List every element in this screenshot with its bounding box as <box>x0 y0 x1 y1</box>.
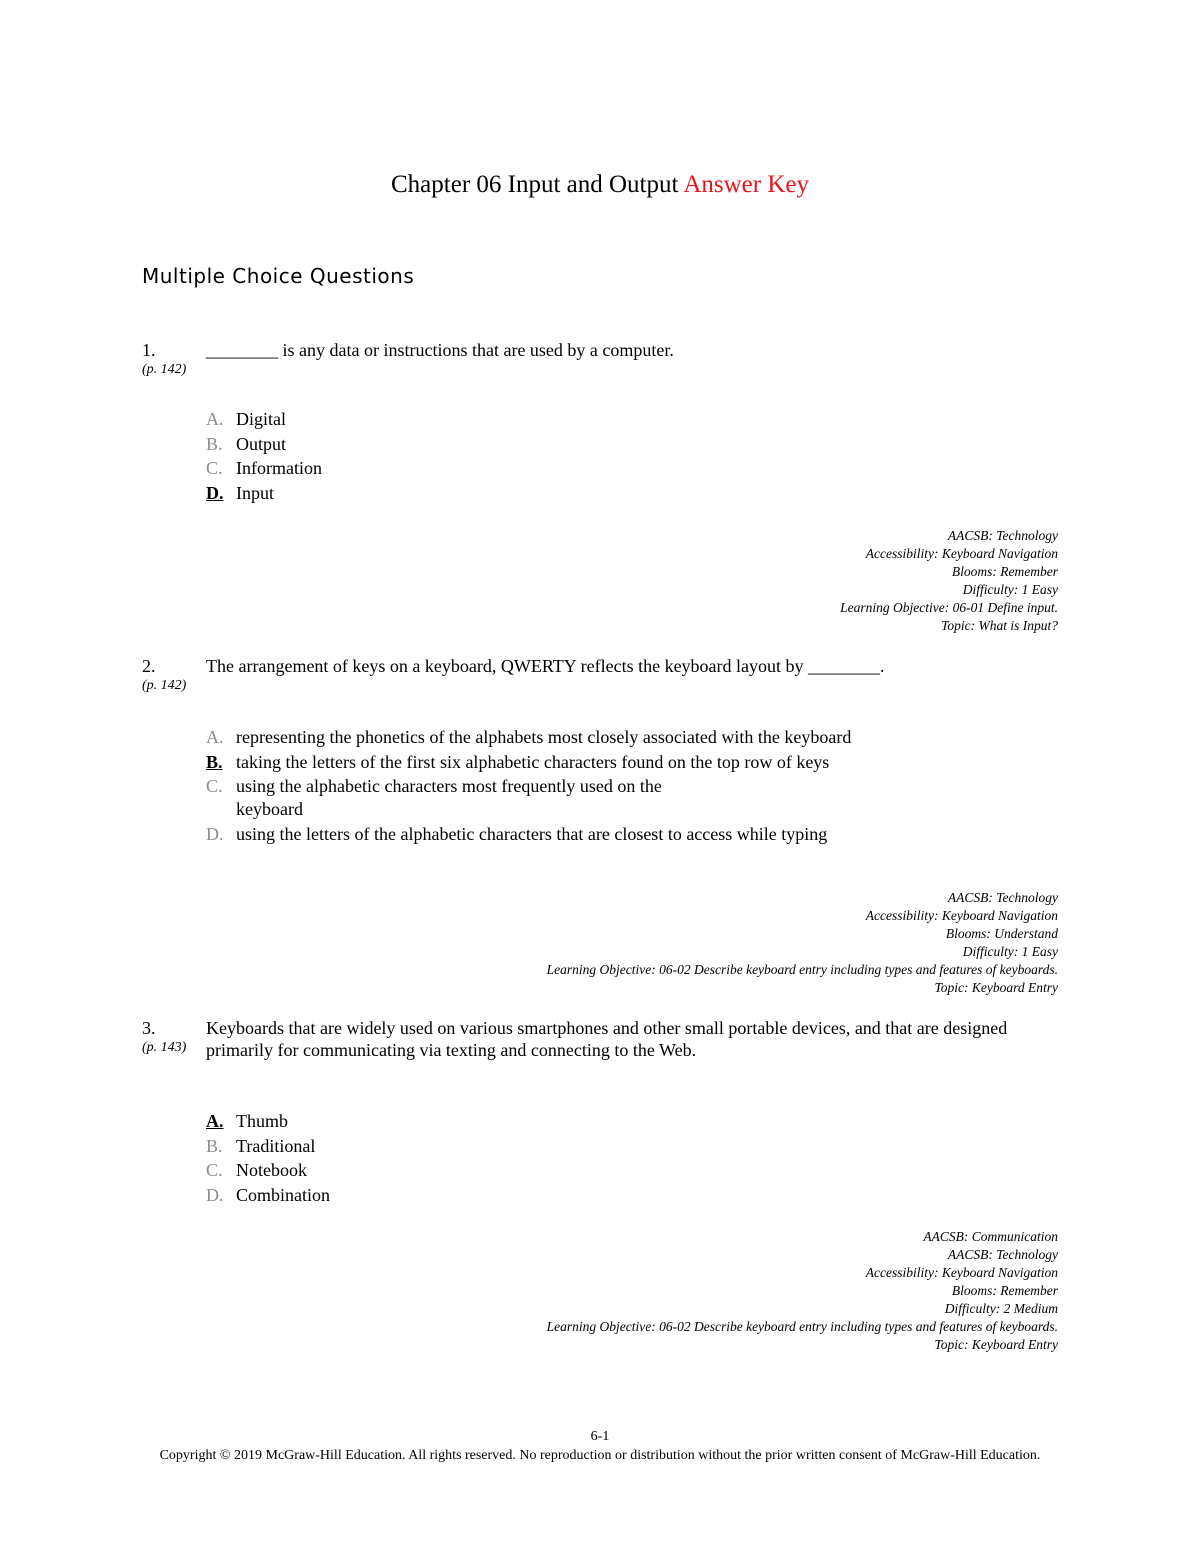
option-letter: C. <box>206 458 223 478</box>
meta-line: Accessibility: Keyboard Navigation <box>865 908 1058 923</box>
option-letter: B. <box>206 1135 223 1156</box>
option-b-correct <box>206 751 926 774</box>
answer-options <box>206 408 946 506</box>
option-letter: D. <box>206 823 224 844</box>
question-stem: ________ is any data or instructions that are used by a computer. <box>206 340 674 360</box>
option-c <box>206 457 946 480</box>
answer-options <box>206 726 926 847</box>
meta-line: Blooms: Remember <box>951 564 1058 579</box>
meta-line: Topic: Keyboard Entry <box>934 980 1058 995</box>
option-text: Traditional <box>236 1135 316 1156</box>
copyright-notice: Copyright © 2019 McGraw-Hill Education. All rights reserved. No reproduction or distribution without the prior written consent of McGraw-Hill Education. <box>159 1448 1041 1463</box>
question-metadata <box>298 527 1058 635</box>
option-letter: C. <box>206 1160 223 1180</box>
meta-line: Blooms: Remember <box>951 1283 1058 1298</box>
option-d <box>206 823 836 846</box>
option-letter: D. <box>206 1184 224 1205</box>
meta-line: Difficulty: 2 Medium <box>944 1301 1058 1316</box>
meta-line: AACSB: Technology <box>947 890 1058 905</box>
page-reference: (p. 143) <box>142 1040 187 1055</box>
option-a <box>206 408 946 431</box>
option-text: Thumb <box>236 1111 288 1131</box>
option-d <box>206 1184 946 1207</box>
option-text: Input <box>236 482 274 503</box>
option-text: using the letters of the alphabetic characters that are closest to access while typing <box>236 823 828 844</box>
option-letter: A. <box>206 409 224 429</box>
meta-line: AACSB: Technology <box>947 528 1058 543</box>
meta-line: Topic: Keyboard Entry <box>934 1337 1058 1352</box>
page-reference: (p. 142) <box>142 678 187 693</box>
title-main: Chapter 06 Input and Output <box>391 171 679 198</box>
meta-line: Topic: What is Input? <box>941 618 1058 633</box>
meta-line: Learning Objective: 06-02 Describe keyboard entry including types and features of keyboards. <box>546 1319 1058 1334</box>
meta-line: Difficulty: 1 Easy <box>962 582 1058 597</box>
meta-line: Accessibility: Keyboard Navigation <box>865 546 1058 561</box>
option-d-correct <box>206 482 946 505</box>
option-text: using the alphabetic characters most frequently used on the keyboard <box>236 776 662 819</box>
answer-options <box>206 1110 946 1208</box>
meta-line: Difficulty: 1 Easy <box>962 944 1058 959</box>
option-text: Notebook <box>236 1160 307 1180</box>
option-letter: A. <box>206 1111 224 1131</box>
question-number: 3. <box>142 1018 156 1038</box>
meta-line: Accessibility: Keyboard Navigation <box>865 1265 1058 1280</box>
document-title <box>0 168 1200 202</box>
option-b <box>206 1135 946 1158</box>
page-reference: (p. 142) <box>142 362 187 377</box>
question-stem: Keyboards that are widely used on various smartphones and other small portable devices, and that are designed primarily for communicating via texting and connecting to the Web. <box>206 1018 1008 1060</box>
option-a <box>206 726 926 749</box>
option-text: taking the letters of the first six alphabetic characters found on the top row of keys <box>236 751 830 772</box>
option-letter: D. <box>206 482 224 503</box>
option-text: Combination <box>236 1184 330 1205</box>
section-heading: Multiple Choice Questions <box>142 264 415 288</box>
meta-line: AACSB: Communication <box>923 1229 1058 1244</box>
question-metadata <box>298 1228 1058 1354</box>
option-text: Digital <box>236 409 286 429</box>
option-letter: C. <box>206 776 223 796</box>
page-number: 6-1 <box>590 1429 610 1444</box>
meta-line: Blooms: Understand <box>945 926 1058 941</box>
option-c <box>206 1159 946 1182</box>
meta-line: Learning Objective: 06-02 Describe keyboard entry including types and features of keyboards. <box>546 962 1058 977</box>
option-letter: A. <box>206 727 224 747</box>
title-answer-key: Answer Key <box>683 171 809 198</box>
option-c <box>206 775 706 821</box>
question-number: 1. <box>142 340 156 360</box>
question-metadata <box>298 889 1058 997</box>
option-text: Information <box>236 458 322 478</box>
question-number: 2. <box>142 656 156 676</box>
option-text: representing the phonetics of the alphabets most closely associated with the keyboard <box>236 727 852 747</box>
option-b <box>206 433 946 456</box>
option-a-correct <box>206 1110 946 1133</box>
question-stem: The arrangement of keys on a keyboard, QWERTY reflects the keyboard layout by ________. <box>206 656 885 676</box>
option-letter: B. <box>206 751 223 772</box>
meta-line: Learning Objective: 06-01 Define input. <box>840 600 1058 615</box>
meta-line: AACSB: Technology <box>947 1247 1058 1262</box>
option-text: Output <box>236 433 287 454</box>
option-letter: B. <box>206 433 223 454</box>
